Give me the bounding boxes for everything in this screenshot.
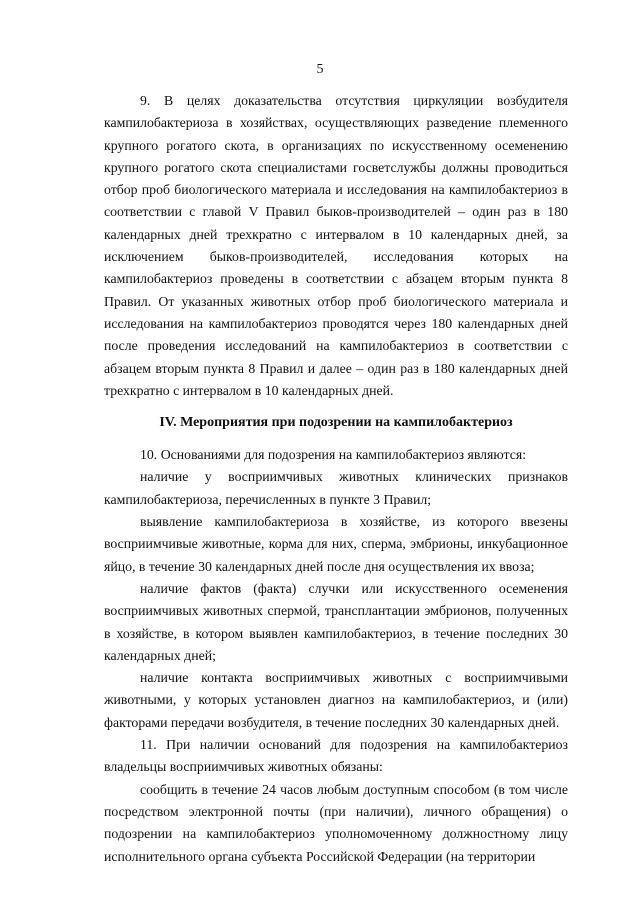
list-item: сообщить в течение 24 часов любым доступным способом (в том числе посредством электронной почты (при наличии), личного обращения) о подозрении на кампилобактериоз уполномоченному должностному лицу исполнительного органа субъекта Российской Федерации (на территории [104, 781, 568, 864]
list-item: наличие у восприимчивых животных клинических признаков кампилобактериоза, перечисленных в пункте 3 Правил; [104, 469, 568, 507]
list-item: наличие фактов (факта) случки или искусственного осеменения восприимчивых животных спермой, трансплантации эмбрионов, полученных в хозяйстве, в котором выявлен кампилобактериоз, в течение последних 30 календарных дней; [104, 580, 568, 663]
paragraph-9: 9. В целях доказательства отсутствия циркуляции возбудителя кампилобактериоза в хозяйствах, осуществляющих разведение племенного крупного рогатого скота, в организациях по искусственному осеменению крупного рогатого скота специалистами госветслужбы должны проводиться отбор проб биологического материала и исследования на кампилобактериоз в соответствии с главой V Правил быков-производителей – один раз в 180 календарных дней трехкратно с интервалом в 10 календарных дней, за исключением быков-производителей, исследования которых на кампилобактериоз проведены в соответствии с абзацем вторым пункта 8 Правил. От указанных животных отбор проб биологического материала и исследования на кампилобактериоз проводятся через 180 календарных дней после проведения исследований на кампилобактериоз в соответствии с абзацем вторым пункта 8 Правил и далее – один раз в 180 календарных дней трехкратно с интервалом в 10 календарных дней. [104, 93, 568, 398]
page-number: 5 [316, 62, 324, 77]
paragraph-11: 11. При наличии оснований для подозрения на кампилобактериоз владельцы восприимчивых животных обязаны: [104, 737, 568, 775]
list-item: выявление кампилобактериоза в хозяйстве, из которого ввезены восприимчивые животные, корма для них, сперма, эмбрионы, инкубационное яйцо, в течение 30 календарных дней после дня осуществления их ввоза; [104, 514, 568, 574]
paragraph-10: 10. Основаниями для подозрения на кампилобактериоз являются: [140, 447, 527, 463]
document-body [104, 90, 568, 868]
section-heading: IV. Мероприятия при подозрении на кампилобактериоз [159, 415, 513, 431]
list-item: наличие контакта восприимчивых животных с восприимчивыми животными, у которых установлен диагноз на кампилобактериоз, и (или) факторами передачи возбудителя, в течение последних 30 календарных дней. [104, 670, 568, 730]
